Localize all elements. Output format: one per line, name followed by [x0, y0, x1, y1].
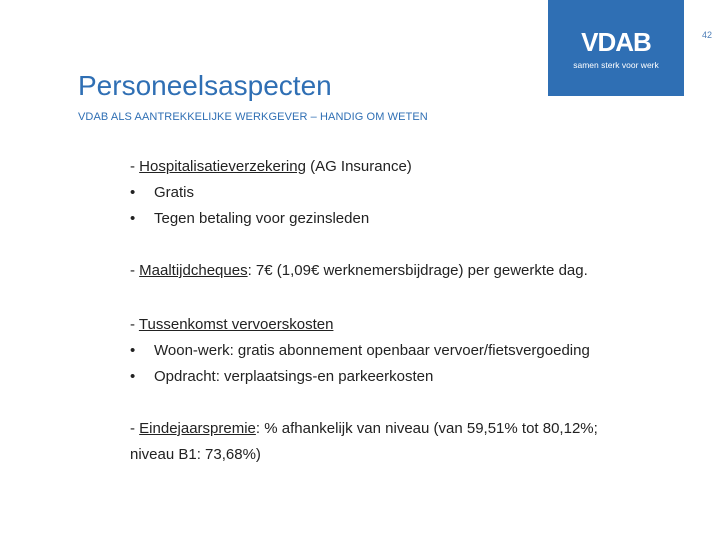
section-line: [130, 312, 690, 338]
section-line: [130, 258, 690, 284]
page-number: 42: [701, 30, 712, 40]
section-heading: Maaltijdcheques: [139, 262, 248, 279]
slide-subtitle: VDAB ALS AANTREKKELIJKE WERKGEVER – HANDIG OM WETEN: [78, 111, 428, 123]
section-heading: Tussenkomst vervoerskosten: [138, 316, 334, 333]
section-heading: Eindejaarspremie: [139, 420, 256, 437]
section-prefix: -: [130, 420, 140, 437]
bullet-list: [130, 180, 690, 232]
section-continuation: niveau B1: 73,68%): [130, 446, 261, 463]
section-text: : 7€ (1,09€ werknemersbijdrage) per gewerkte dag.: [247, 262, 588, 279]
section-maaltijdcheques: [130, 258, 690, 284]
section-heading: Hospitalisatieverzekering: [139, 158, 306, 175]
slide-content: [130, 154, 690, 494]
slide-title: Personeelsaspecten: [78, 70, 332, 101]
section-prefix: -: [130, 158, 140, 175]
section-prefix: -: [130, 262, 140, 279]
section-hospitalisatie: [130, 154, 690, 232]
section-line: [130, 154, 690, 180]
bullet-item: • Gratis: [130, 180, 690, 206]
logo-tagline: samen sterk voor werk: [573, 59, 659, 70]
bullet-item: • Opdracht: verplaatsings-en parkeerkosten: [130, 364, 690, 390]
bullet-list: [130, 338, 690, 390]
bullet-item: • Woon-werk: gratis abonnement openbaar vervoer/fietsvergoeding: [130, 338, 690, 364]
section-text: : % afhankelijk van niveau (van 59,51% tot 80,12%;: [255, 420, 598, 437]
section-prefix: -: [130, 316, 139, 333]
section-eindejaarspremie: [130, 416, 690, 468]
section-text: (AG Insurance): [305, 158, 412, 175]
vdab-logo: [548, 0, 684, 96]
section-vervoerskosten: [130, 312, 690, 390]
logo-wordmark: VDAB: [581, 26, 651, 57]
section-line: [130, 416, 690, 442]
bullet-item: • Tegen betaling voor gezinsleden: [130, 206, 690, 232]
